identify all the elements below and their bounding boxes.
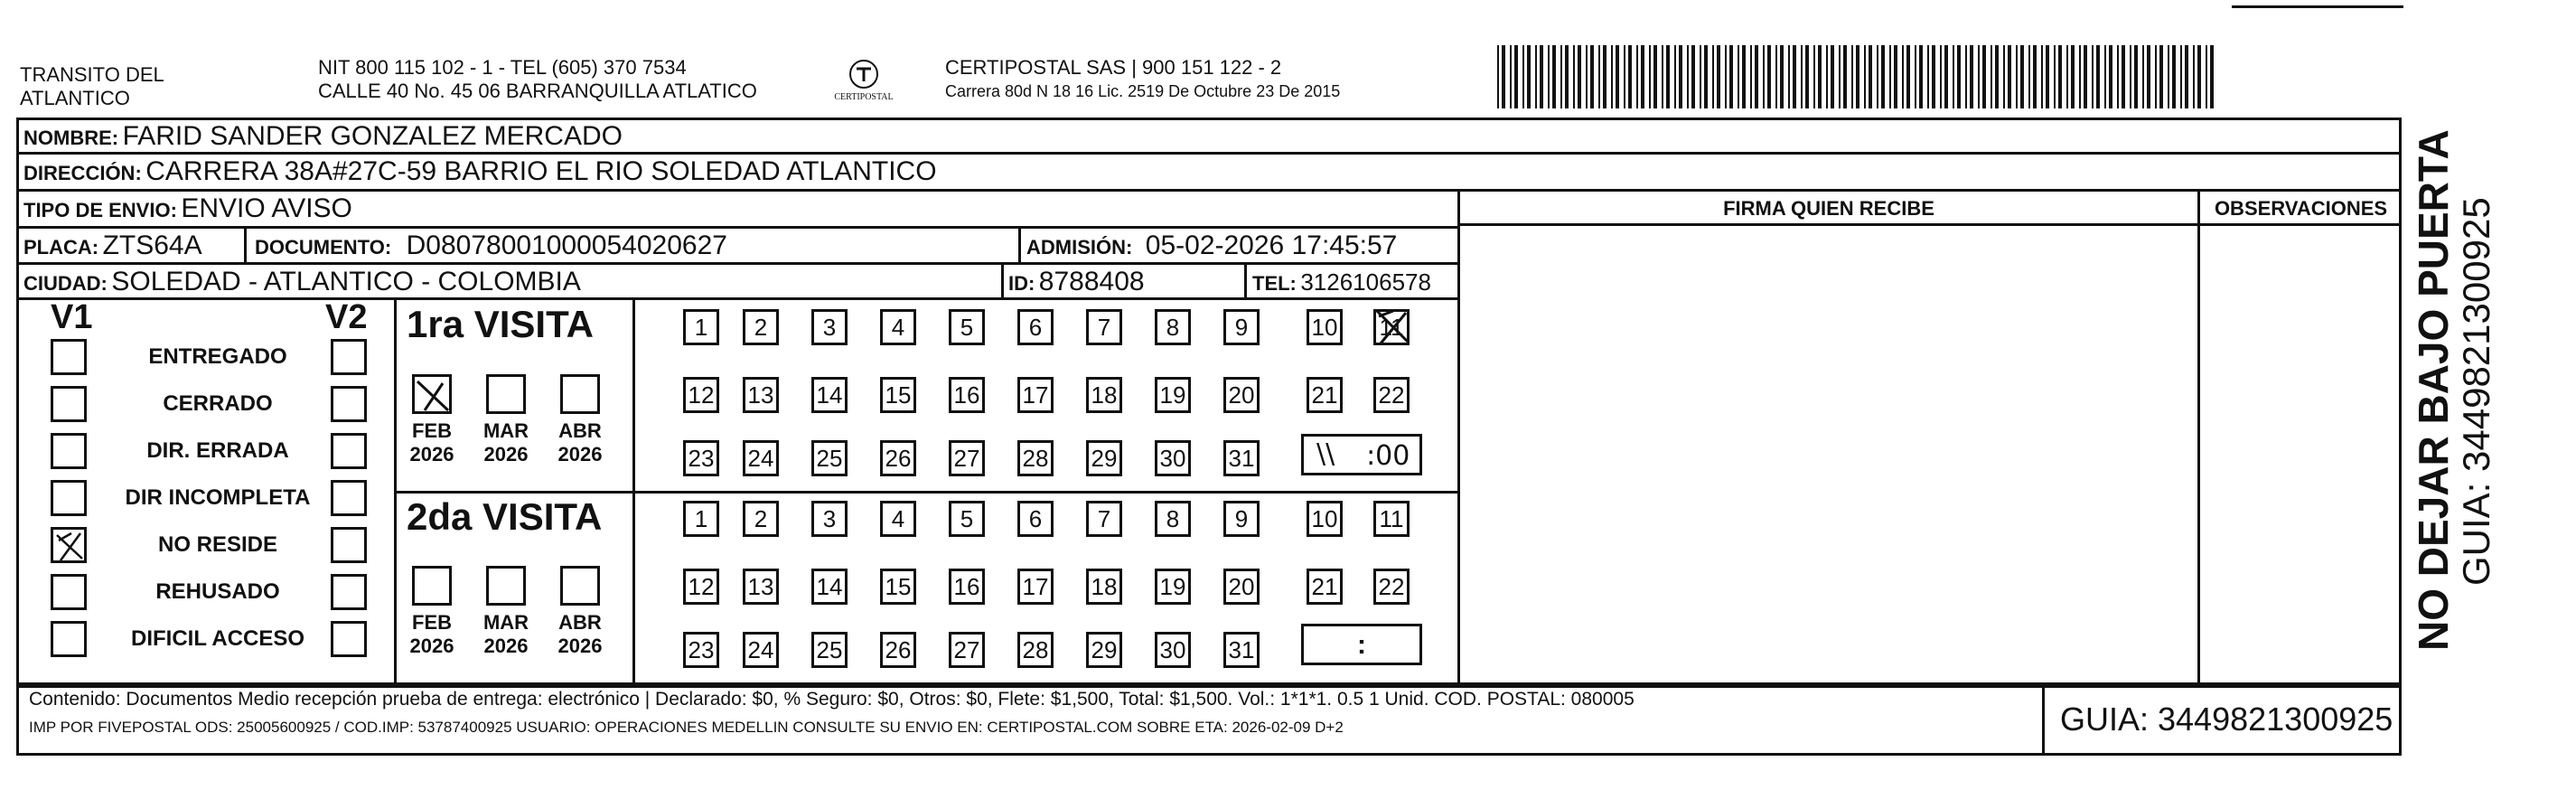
edge-mark <box>2232 5 2403 8</box>
first-visit-month-box[interactable] <box>560 374 600 414</box>
time-handwriting: \\ <box>1316 438 1335 470</box>
courier-name: CERTIPOSTAL SAS | 900 151 122 - 2 <box>945 56 1282 79</box>
v2-header: V2 <box>325 298 368 336</box>
col-divider <box>1018 226 1021 263</box>
first-visit-day[interactable]: 2 <box>743 309 779 345</box>
side-warning: NO DEJAR BAJO PUERTA <box>2410 129 2457 651</box>
courier-info <box>945 56 1340 103</box>
v2-checkbox[interactable] <box>331 574 367 610</box>
type-label: TIPO DE ENVIO: <box>23 199 177 221</box>
second-visit-day[interactable]: 18 <box>1086 569 1122 605</box>
second-visit-day[interactable]: 3 <box>811 501 848 537</box>
second-visit-day[interactable]: 22 <box>1373 569 1410 605</box>
second-visit-day[interactable]: 23 <box>683 632 719 668</box>
footer-guide: GUIA: 3449821300925 <box>2060 701 2393 738</box>
second-visit-day[interactable]: 6 <box>1017 501 1054 537</box>
first-visit-day[interactable]: 25 <box>811 440 848 476</box>
second-visit-day[interactable]: 2 <box>743 501 779 537</box>
first-visit-day[interactable]: 11 <box>1373 309 1410 345</box>
second-visit-day[interactable]: 13 <box>743 569 779 605</box>
second-visit-time: : <box>1357 630 1366 660</box>
v2-checkbox[interactable] <box>331 621 367 657</box>
v1-checkbox[interactable] <box>51 433 87 469</box>
second-visit-day[interactable]: 21 <box>1307 569 1343 605</box>
first-visit-day[interactable]: 3 <box>811 309 848 345</box>
first-visit-day[interactable]: 20 <box>1223 377 1260 413</box>
first-visit-day[interactable]: 4 <box>880 309 916 345</box>
city-cell <box>23 267 581 297</box>
first-visit-day[interactable]: 27 <box>949 440 985 476</box>
admission-value: 05-02-2026 17:45:57 <box>1145 230 1398 260</box>
first-visit-day[interactable]: 13 <box>743 377 779 413</box>
city-value: SOLEDAD - ATLANTICO - COLOMBIA <box>111 267 581 296</box>
first-visit-day-mark <box>1370 306 1413 353</box>
first-visit-day[interactable]: 19 <box>1155 377 1191 413</box>
v2-checkbox[interactable] <box>331 480 367 516</box>
tel-value: 3126106578 <box>1300 268 1431 296</box>
second-visit-day[interactable]: 8 <box>1155 501 1191 537</box>
second-visit-day[interactable]: 5 <box>949 501 985 537</box>
first-visit-day[interactable]: 10 <box>1307 309 1343 345</box>
col-divider <box>1244 262 1247 298</box>
courier-license: Carrera 80d N 18 16 Lic. 2519 De Octubre 23 De 2015 <box>945 82 1341 100</box>
second-visit-day[interactable]: 30 <box>1155 632 1191 668</box>
first-visit-day[interactable]: 24 <box>743 440 779 476</box>
signature-header: FIRMA QUIEN RECIBE <box>1723 197 1934 220</box>
first-visit-day[interactable]: 30 <box>1155 440 1191 476</box>
row-divider <box>16 226 1458 229</box>
first-visit-day[interactable]: 15 <box>880 377 916 413</box>
first-visit-time: :00 <box>1349 440 1410 472</box>
admission-cell <box>1026 230 1397 261</box>
issuer-address: CALLE 40 No. 45 06 BARRANQUILLA ATLATICO <box>318 80 757 102</box>
col-divider <box>244 226 247 263</box>
second-visit-day[interactable]: 15 <box>880 569 916 605</box>
second-visit-day[interactable]: 14 <box>811 569 848 605</box>
second-visit-month-label <box>548 611 612 658</box>
reason-label: REHUSADO <box>155 579 280 604</box>
footer-divider <box>2042 683 2045 756</box>
second-visit-day[interactable]: 17 <box>1017 569 1054 605</box>
second-visit-day[interactable]: 27 <box>949 632 985 668</box>
month-year: 2026 <box>483 443 529 466</box>
name-label: NOMBRE: <box>23 127 119 149</box>
city-label: CIUDAD: <box>23 272 108 295</box>
v1-checkbox[interactable] <box>51 621 87 657</box>
reason-label: DIFICIL ACCESO <box>130 626 304 651</box>
second-visit-day[interactable]: 4 <box>880 501 916 537</box>
recipient-name: FARID SANDER GONZALEZ MERCADO <box>122 121 623 151</box>
first-visit-day[interactable]: 7 <box>1086 309 1122 345</box>
issuer-contact <box>318 56 757 103</box>
second-visit-day[interactable]: 25 <box>811 632 848 668</box>
second-visit-day[interactable]: 24 <box>743 632 779 668</box>
plate-label: PLACA: <box>23 236 99 259</box>
v1-checkbox[interactable] <box>51 386 87 422</box>
first-visit-month-box[interactable] <box>412 374 452 414</box>
v1-checkbox[interactable] <box>51 527 87 563</box>
month-name: MAR <box>482 419 529 442</box>
second-visit-month-box[interactable] <box>486 566 526 606</box>
certipostal-logo <box>828 56 900 110</box>
id-cell <box>1008 267 1145 297</box>
tel-label: TEL: <box>1252 272 1297 295</box>
month-name: ABR <box>558 611 602 634</box>
first-visit-day[interactable]: 28 <box>1017 440 1054 476</box>
issuer-name <box>20 63 164 110</box>
first-visit-month-label <box>548 419 612 466</box>
second-visit-day[interactable]: 11 <box>1373 501 1410 537</box>
reason-label: NO RESIDE <box>157 532 278 557</box>
second-visit-month-label <box>474 611 538 658</box>
shipment-type: ENVIO AVISO <box>181 193 352 223</box>
issuer-line-2: ATLANTICO <box>20 87 130 109</box>
second-visit-day[interactable]: 31 <box>1223 632 1260 668</box>
reason-label: CERRADO <box>163 391 273 416</box>
first-visit-day[interactable]: 22 <box>1373 377 1410 413</box>
id-value: 8788408 <box>1038 267 1145 296</box>
first-visit-time-box[interactable] <box>1301 434 1422 475</box>
v2-checkbox[interactable] <box>331 339 367 375</box>
first-visit-day[interactable]: 29 <box>1086 440 1122 476</box>
col-divider <box>1457 189 1460 685</box>
tel-cell <box>1252 268 1431 296</box>
v1-checkbox[interactable] <box>51 339 87 375</box>
first-visit-day[interactable]: 8 <box>1155 309 1191 345</box>
second-visit-day[interactable]: 28 <box>1017 632 1054 668</box>
visit-divider <box>394 491 1458 494</box>
first-visit-day[interactable]: 17 <box>1017 377 1054 413</box>
second-visit-day[interactable]: 29 <box>1086 632 1122 668</box>
logo-text: CERTIPOSTAL <box>834 92 894 102</box>
second-visit-day[interactable]: 12 <box>683 569 719 605</box>
reason-label: ENTREGADO <box>148 344 287 369</box>
footer-printed: IMP POR FIVEPOSTAL ODS: 25005600925 / COD.IMP: 53787400925 USUARIO: OPERACIONES MEDELLIN CONSULTE SU ENVIO EN: CERTIPOSTAL.COM SOBRE ETA: 2026-02-09 D+2 <box>29 719 1344 736</box>
admission-label: ADMISIÓN: <box>1026 236 1133 259</box>
type-row <box>23 193 352 224</box>
first-visit-month-label <box>400 419 464 466</box>
month-year: 2026 <box>409 443 454 466</box>
row-divider <box>16 297 1458 300</box>
v1-header: V1 <box>51 298 93 336</box>
second-visit-month-box[interactable] <box>560 566 600 606</box>
recipient-address: CARRERA 38A#27C-59 BARRIO EL RIO SOLEDAD ATLANTICO <box>145 156 937 186</box>
first-visit-day[interactable]: 1 <box>683 309 719 345</box>
first-visit-day[interactable]: 16 <box>949 377 985 413</box>
first-visit-day[interactable]: 21 <box>1307 377 1343 413</box>
second-visit-day[interactable]: 9 <box>1223 501 1260 537</box>
first-visit-day[interactable]: 31 <box>1223 440 1260 476</box>
first-visit-day[interactable]: 5 <box>949 309 985 345</box>
month-year: 2026 <box>557 443 603 466</box>
v2-checkbox[interactable] <box>331 527 367 563</box>
second-visit-day[interactable]: 10 <box>1307 501 1343 537</box>
second-visit-time-box[interactable] <box>1301 624 1422 665</box>
month-name: ABR <box>558 419 602 442</box>
row-divider <box>16 262 1458 265</box>
plate-value: ZTS64A <box>102 230 202 260</box>
v2-checkbox[interactable] <box>331 386 367 422</box>
second-visit-day[interactable]: 20 <box>1223 569 1260 605</box>
barcode <box>1495 45 2218 108</box>
row-divider <box>16 152 2402 155</box>
month-year: 2026 <box>483 635 529 657</box>
month-name: FEB <box>412 611 452 634</box>
second-visit-day[interactable]: 7 <box>1086 501 1122 537</box>
document-value: D08078001000054020627 <box>406 230 727 260</box>
month-name: FEB <box>412 419 452 442</box>
first-visit-day[interactable]: 23 <box>683 440 719 476</box>
first-visit-day[interactable]: 12 <box>683 377 719 413</box>
observations-header: OBSERVACIONES <box>2214 197 2388 220</box>
document-cell <box>255 230 727 261</box>
document-label: DOCUMENTO: <box>255 236 392 259</box>
col-divider <box>2197 189 2200 685</box>
first-visit-day[interactable]: 14 <box>811 377 848 413</box>
v2-checkbox[interactable] <box>331 433 367 469</box>
row-divider <box>16 189 2402 192</box>
plate-cell <box>23 230 202 261</box>
second-visit-day[interactable]: 16 <box>949 569 985 605</box>
second-visit-month-box[interactable] <box>412 566 452 606</box>
month-year: 2026 <box>409 635 454 657</box>
issuer-nit: NIT 800 115 102 - 1 - TEL (605) 370 7534 <box>318 56 687 79</box>
reason-label: DIR. ERRADA <box>146 438 289 463</box>
first-visit-title: 1ra VISITA <box>407 303 594 345</box>
second-visit-day[interactable]: 26 <box>880 632 916 668</box>
month-year: 2026 <box>557 635 603 657</box>
first-visit-day[interactable]: 6 <box>1017 309 1054 345</box>
second-visit-day[interactable]: 19 <box>1155 569 1191 605</box>
v1-checkbox[interactable] <box>51 480 87 516</box>
footer-contents: Contenido: Documentos Medio recepción prueba de entrega: electrónico | Declarado: $0, % Seguro: $0, Otros: $0, Flete: $1,500, Total: $1,500. Vol.: 1*1*1. 0.5 1 Unid. COD. POSTAL: 080005 <box>29 689 1635 710</box>
second-visit-title: 2da VISITA <box>407 495 603 538</box>
v1-checkbox[interactable] <box>51 574 87 610</box>
reason-label: DIR INCOMPLETA <box>125 485 311 510</box>
side-guide: GUIA: 3449821300925 <box>2455 197 2497 586</box>
issuer-line-1: TRANSITO DEL <box>20 63 164 86</box>
address-row <box>23 156 937 187</box>
first-visit-month-label <box>474 419 538 466</box>
col-divider <box>1001 262 1004 298</box>
row-divider <box>1458 223 2402 226</box>
first-visit-day[interactable]: 26 <box>880 440 916 476</box>
first-visit-day[interactable]: 9 <box>1223 309 1260 345</box>
id-label: ID: <box>1008 272 1035 295</box>
second-visit-month-label <box>400 611 464 658</box>
address-label: DIRECCIÓN: <box>23 162 142 184</box>
second-visit-day[interactable]: 1 <box>683 501 719 537</box>
month-name: MAR <box>482 611 529 634</box>
first-visit-month-box[interactable] <box>486 374 526 414</box>
name-row <box>23 121 623 152</box>
first-visit-day[interactable]: 18 <box>1086 377 1122 413</box>
